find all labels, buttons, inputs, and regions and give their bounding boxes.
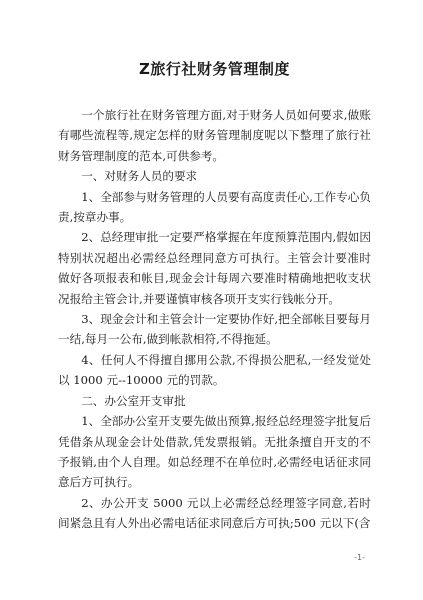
list-item: 1、全部参与财务管理的人员要有高度责任心,工作专心负责,按章办事。 bbox=[58, 189, 371, 225]
section-heading: 二、办公室开支审批 bbox=[81, 393, 186, 408]
list-item: 1、全部办公室开支要先做出预算,报经总经理签字批复后凭借条从现金会计处借款,凭发票报销。无批条擅自开支的不予报销,由个人自理。如总经理不在单位时,必需经电话征求同意后方可执行。 bbox=[58, 414, 371, 490]
document-body bbox=[58, 105, 371, 534]
intro-paragraph: 一个旅行社在财务管理方面,对于财务人员如何要求,做账有哪些流程等,规定怎样的财务管理制度呢以下整理了旅行社财务管理制度的范本,可供参考。 bbox=[58, 108, 371, 163]
list-item: 2、办公开支 5000 元以上必需经总经理签字同意,若时间紧急且有人外出必需电话征求同意后方可执;500 元以下(含 bbox=[58, 495, 371, 531]
list-item: 2、总经理审批一定要严格掌握在年度预算范围内,假如因特别状况超出必需经总经理同意方可执行。主管会计要准时做好各项报表和帐目,现金会计每周六要准时精确地把收支状况报给主管会计,并要谨慎审核各项开支实行钱帐分开。 bbox=[58, 230, 371, 306]
list-item: 3、现金会计和主管会计一定要协作好,把全部帐目要每月一结,每月一公布,做到帐款相符,不得拖延。 bbox=[58, 312, 371, 347]
document-title: Z旅行社财务管理制度 bbox=[139, 60, 290, 78]
page-number: -1- bbox=[354, 553, 365, 562]
section-heading: 一、对财务人员的要求 bbox=[81, 169, 198, 184]
list-item: 4、任何人不得擅自挪用公款,不得损公肥私,一经发觉处以 1000 元--10000 元的罚款。 bbox=[58, 352, 371, 388]
